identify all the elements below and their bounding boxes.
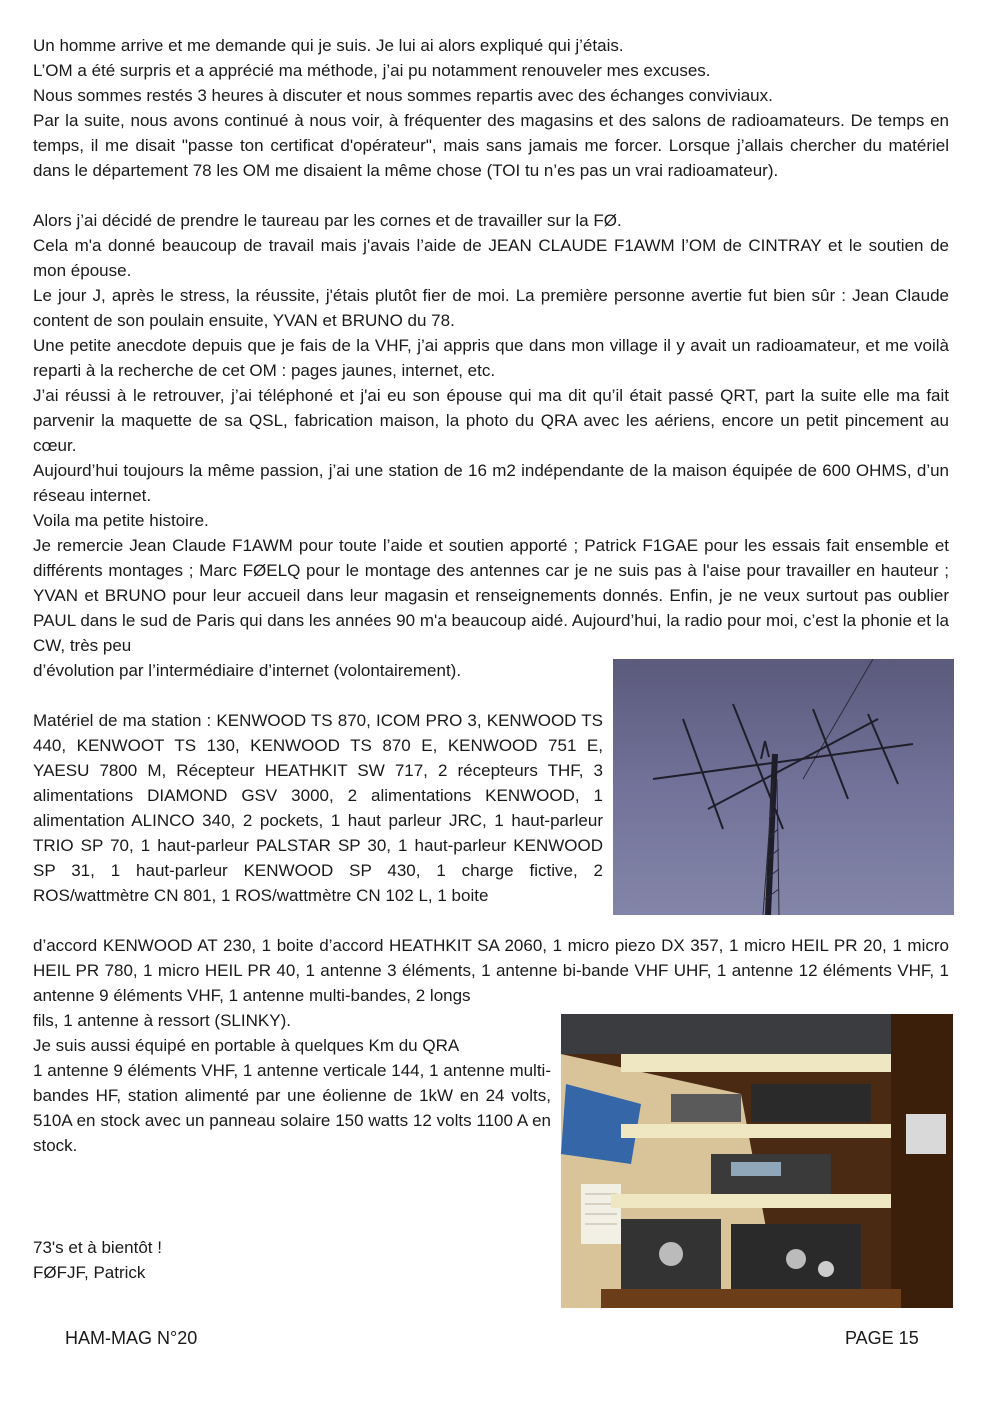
closing-line: 73's et à bientôt ! — [33, 1238, 162, 1257]
paragraph-slinky: fils, 1 antenne à ressort (SLINKY). — [33, 1011, 291, 1030]
antenna-photo — [613, 659, 954, 915]
paragraph-evolution: d’évolution par l’intermédiaire d’internet (volontairement). — [33, 661, 462, 680]
paragraph-remerciements: Je remercie Jean Claude F1AWM pour toute l’aide et soutien apporté ; Patrick F1GAE pour les essais fait ensemble et différents montages ; Marc FØELQ pour le montage des antennes car je ne suis pas à l'aise pour travailler en hauteur ; YVAN et BRUNO pour leur accueil dans leur magasin et renseignements donnés. Enfin, je ne veux surtout pas oublier PAUL dans le sud de Paris qui dans les années 90 m'a beaucoup aidé. Aujourd’hui, la radio pour moi, c’est la phonie et la CW, très peu — [33, 536, 949, 655]
paragraph-materiel-suite: d’accord KENWOOD AT 230, 1 boite d’accord HEATHKIT SA 2060, 1 micro piezo DX 357, 1 micro HEIL PR 20, 1 micro HEIL PR 780, 1 micro HEIL PR 40, 1 antenne 3 éléments, 1 antenne bi-bande VHF UHF, 1 antenne 12 éléments VHF, 1 antenne 9 éléments VHF, 1 antenne multi-bandes, 2 longs — [33, 936, 949, 1005]
intro-line-3: Nous sommes restés 3 heures à discuter et nous sommes repartis avec des échanges conviviaux. — [33, 86, 773, 105]
paragraph-voila: Voila ma petite histoire. — [33, 511, 209, 530]
paragraph-jour-j: Le jour J, après le stress, la réussite, j'étais plutôt fier de moi. La première personne avertie fut bien sûr : Jean Claude content de son poulain ensuite, YVAN et BRUNO du 78. — [33, 286, 949, 330]
paragraph-aujourdhui: Aujourd’hui toujours la même passion, j’ai une station de 16 m2 indépendante de la maison équipée de 600 OHMS, d’un réseau internet. — [33, 461, 949, 505]
paragraph-portable: Je suis aussi équipé en portable à quelques Km du QRA — [33, 1036, 460, 1055]
paragraph-travail: Cela m'a donné beaucoup de travail mais j'avais l’aide de JEAN CLAUDE F1AWM l’OM de CINTRAY et le soutien de mon épouse. — [33, 236, 949, 280]
paragraph-taureau: Alors j’ai décidé de prendre le taureau par les cornes et de travailler sur la FØ. — [33, 211, 622, 230]
paragraph-retrouver: J’ai réussi à le retrouver, j’ai téléphoné et j'ai eu son épouse qui ma dit qu’il était passé QRT, part la suite elle ma fait parvenir la maquette de sa QSL, fabrication maison, la photo du QRA avec les aériens, encore un petit pincement au cœur. — [33, 386, 949, 455]
signature: FØFJF, Patrick — [33, 1263, 146, 1282]
footer-magazine: HAM-MAG N°20 — [65, 1328, 198, 1348]
paragraph-materiel: Matériel de ma station : KENWOOD TS 870, ICOM PRO 3, KENWOOD TS 440, KENWOOT TS 130, KENWOOD TS 870 E, KENWOOD 751 E, YAESU 7800 M, Récepteur HEATHKIT SW 717, 2 récepteurs THF, 3 alimentations DIAMOND GSV 3000, 2 alimentations KENWOOD, 1 alimentation ALINCO 340, 2 pockets, 1 haut parleur JRC, 1 haut-parleur TRIO SP 70, 1 haut-parleur PALSTAR SP 30, 1 haut-parleur KENWOOD SP 31, 1 haut-parleur KENWOOD SP 430, 1 charge fictive, 2 ROS/wattmètre CN 801, 1 ROS/wattmètre CN 102 L, 1 boite — [33, 711, 603, 905]
intro-line-2: L’OM a été surpris et a apprécié ma méthode, j’ai pu notamment renouveler mes excuses. — [33, 61, 711, 80]
radio-station-photo — [561, 1014, 953, 1308]
paragraph-par-la-suite: Par la suite, nous avons continué à nous voir, à fréquenter des magasins et des salons de radioamateurs. De temps en temps, il me disait "passe ton certificat d'opérateur", mais sans jamais me forcer. Lorsque j’allais chercher du matériel dans le département 78 les OM me disaient la même chose (TOI tu n’es pas un vrai radioamateur). — [33, 111, 949, 180]
paragraph-portable-list: 1 antenne 9 éléments VHF, 1 antenne verticale 144, 1 antenne multi-bandes HF, station alimenté par une éolienne de 1kW en 24 volts, 510A en stock avec un panneau solaire 150 watts 12 volts 1100 A en stock. — [33, 1061, 551, 1155]
footer-page-number: PAGE 15 — [845, 1328, 919, 1348]
paragraph-anecdote: Une petite anecdote depuis que je fais de la VHF, j’ai appris que dans mon village il y avait un radioamateur, et me voilà reparti à la recherche de cet OM : pages jaunes, internet, etc. — [33, 336, 949, 380]
intro-line-1: Un homme arrive et me demande qui je suis. Je lui ai alors expliqué qui j’étais. — [33, 36, 624, 55]
